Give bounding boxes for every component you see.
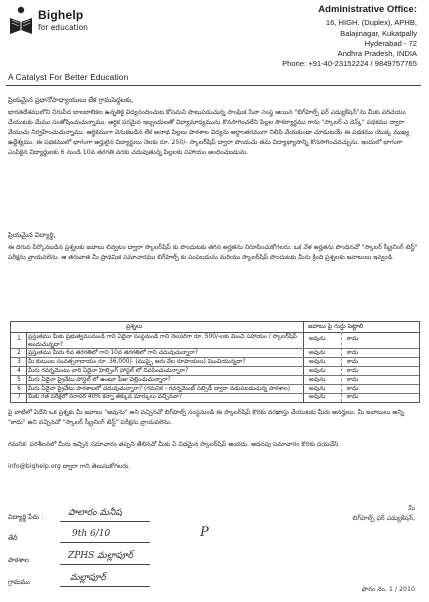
village-label: గ్రామము <box>8 578 30 586</box>
answer-yes[interactable]: అవును <box>309 394 326 400</box>
date-label: తేదీ <box>8 534 18 542</box>
tagline: A Catalyst For Better Education <box>8 73 129 82</box>
answer-no[interactable]: కాదు <box>347 350 359 356</box>
row-number: 1 <box>17 336 21 342</box>
column-header-answer: జవాబు పై గుర్తు పెట్టాలి <box>308 323 364 330</box>
answer-no[interactable]: కాదు <box>347 377 359 383</box>
row-number: 6 <box>17 386 21 392</box>
header-divider <box>6 85 421 86</box>
closing-org: బిగ్‌హెల్ప్ ఫర్ ఎడ్యుకేషన్, <box>352 515 415 522</box>
office-line: Balajinagar, Kukatpally <box>340 28 417 38</box>
row-question: ప్రస్తుతము మీకు ప్రభుత్వమునుండి గాని ఏదైనా సంస్థనుండి గాని నెలసరిగా రూ. 500/-లకు మించి సహాయం / స్కాలర్‌షిప్ అందుచున్నదా? <box>28 334 297 348</box>
row-question: ప్రస్తుతము మీరు 6వ తరగతిలో గాని 10వ తరగతిలో గాని చదువుచున్నారా? <box>28 350 198 356</box>
answer-yes[interactable]: అవును <box>309 368 326 374</box>
answer-yes[interactable]: అవును <box>309 359 326 365</box>
closing-from: మీ <box>408 505 415 512</box>
school-value[interactable]: ZPHS మల్లాపూర్ <box>68 551 133 561</box>
eligibility-table <box>10 321 420 403</box>
school-label: పాఠశాల <box>8 556 29 564</box>
column-header-question: ప్రశ్నలు <box>126 323 143 330</box>
row-number: 5 <box>17 377 21 383</box>
row-question: మీరు గవర్నమెంటు వారి ఏదైనా హెల్పింగ్ హాస్టల్ లో నివసించుచున్నారా? <box>28 368 189 374</box>
answer-no[interactable]: కాదు <box>347 336 359 342</box>
office-address <box>257 5 417 70</box>
intro-paragraph: భారతదేశములోని నిరుపేద బాలబాలికల ఉన్నతికై విద్యనందించుట కోసమని పాటుపడుచున్న సాంఘిక సేవా సంస్థ ఆయిన "బిగ్‌హెల్ప్ ఫర్ ఎడ్యుకేషన్"ను మీకు పరిచయం చేయుటకు మేము సంతోషించుచున్నాము. ఆర్థిక పరమైన ఇబ్బందులతో విద్యామాధ్యమును కొనసాగించలేని పిల్లల సౌకర్యార్థము గాను "స్కాలర్ ఎ డెస్క్" పథకము ద్వారా వేయుచు నిర్వహించుచున్నాము. ఆర్థికముగా వెనుకబడిన లేక అనాథ పిల్లలు పాఠశాల విద్యను అర్ధాంతరముగా నిలిపి వేయకుండా చూడుటయే ఈ పథకము యొక్క ముఖ్య ఉద్దేశ్యము. ఈ పథకములో భాగంగా అర్హులైన విద్యార్థులు నెలకు రూ. 250/- స్కాలర్‌షిప్ ద్వారా పొందుచు తమ విద్యాభ్యాసాన్ని కొనసాగించవచ్చును. ఇందులో భాగంగా ఎంపికైన విద్యార్థులకు 6 నుండి 10వ తరగతి వరకు చదువుతున్న పిల్లలకు సహాయం అందించబడును. <box>8 109 410 156</box>
office-title: Administrative Office: <box>318 4 417 15</box>
row-question: మీకు గత పరీక్షలో సరాసరి 40% కన్నా తక్కువ మార్కులు వచ్చినవా? <box>28 394 182 400</box>
village-underline <box>60 586 150 587</box>
table-row <box>11 332 419 349</box>
date-value[interactable]: 9th 6/10 <box>72 529 111 539</box>
brand-name: Bighelp <box>38 8 84 22</box>
answer-no[interactable]: కాదు <box>347 386 359 392</box>
office-phone: Phone: +91-40-23152224 / 9849757765 <box>282 59 417 69</box>
answer-yes[interactable]: అవును <box>309 350 326 356</box>
office-line: Hyderabad - 72 <box>364 38 417 48</box>
answer-no[interactable]: కాదు <box>347 359 359 365</box>
answer-yes[interactable]: అవును <box>309 386 326 392</box>
contact-email-line: info@bighelp.org ద్వారా గాని తెలుసుకోగలరు. <box>8 463 131 470</box>
row-question: మీరు ఏదైనా ప్రైవేటు పాఠశాలలో చదువుచున్నారా? (గమనిక - గవర్నమెంట్ సబ్సిడీ ద్వారా నడుపబడుచున్న పాఠశాల) <box>28 386 290 392</box>
school-underline <box>60 564 150 565</box>
brand-subtitle: for education <box>38 23 88 32</box>
greeting-headmaster: ప్రియమైన ప్రధానోపాధ్యాయులు లేక గ్రామపెద్దలకు, <box>8 96 134 104</box>
student-name-label: విద్యార్థి పేరు : <box>8 513 44 521</box>
form-number-stamp: ఫారం నెం. 1 / 2010 <box>361 586 415 593</box>
student-name-underline <box>60 521 150 522</box>
office-line: 16, HIGH. (Duplex), APHB, <box>325 18 417 28</box>
signature: P <box>200 525 209 540</box>
row-number: 2 <box>17 350 21 356</box>
row-number: 3 <box>17 359 21 365</box>
row-number: 7 <box>17 394 21 400</box>
instructions-paragraph: ఈ దిగువ పేర్కొనబడిన ప్రశ్నలకు జవాబు లివ్వటం ద్వారా స్కాలర్‌షిప్ కు పొందుటకు తగిన అర్హతను నిరూపించుకోగలరు. ఒక వేళ అర్హతను పొందినచో "స్కాలర్ స్క్రీనింగ్ టెస్ట్" పరీక్షను వ్రాయవలెను. ఆ తరువాత మీ ప్రాథమిక సమాచారము బిగ్‌హెల్ప్ కు పంపబడును మరియు స్కాలర్‌షిప్ పొందుటకు మీరు క్రింది ప్రశ్నలకు జవాబులు ఇవ్వండి. <box>8 244 418 261</box>
answer-no[interactable]: కాదు <box>347 368 359 374</box>
answer-no[interactable]: కాదు <box>347 394 359 400</box>
bighelp-logo <box>8 6 103 40</box>
office-line: Andhra Pradesh, INDIA <box>337 49 417 59</box>
greeting-student: ప్రియమైన విద్యార్థి, <box>8 231 56 239</box>
book-person-icon <box>8 6 34 36</box>
answer-yes[interactable]: అవును <box>309 377 326 383</box>
student-name-value[interactable]: పాలారం మనీష <box>68 508 122 518</box>
row-number: 4 <box>17 368 21 374</box>
table-row <box>11 393 419 402</box>
ineligibility-note: పై వాటిలో ఏదేని ఒక ప్రశ్నకు మీ జవాబు "అవును" అని వచ్చినచో బిగ్‌హెల్ప్ సంస్థనుండి ఈ స్కాలర్‌షిప్ కొరకు దరఖాస్తు చేయుటకు మీరు అనర్హులు. మీ జవాబులు అన్ని "కాదు" అని వచ్చినచో "స్కాలర్ స్క్రీనింగ్ టెస్ట్" పరీక్షను వ్రాయవలెను. <box>8 409 404 426</box>
date-underline <box>60 542 150 543</box>
row-question: మీ కుటుంబ సంవత్సరాదాయం రూ. 36,000/- (ముప్పై ఆరు వేల రూపాయలు) మించియున్నదా? <box>28 359 246 365</box>
answer-yes[interactable]: అవును <box>309 336 326 342</box>
row-question: మీరు ఏదైనా ప్రైవేటు హాస్టల్ లో ఉంటూ ఫీజు చెల్లించుచున్నారా? <box>28 377 171 383</box>
village-value[interactable]: మల్లాపూర్ <box>70 573 106 583</box>
warning-note: గమనిక: పరిశీలనలో మీరు ఇచ్చిన సమాచారం తప్పని తేలినచో మీకు ఏ విధమైన స్కాలర్‌షిప్ అందదు. అదనపు సమాచారం కొరకు దయచేసి <box>8 441 339 448</box>
